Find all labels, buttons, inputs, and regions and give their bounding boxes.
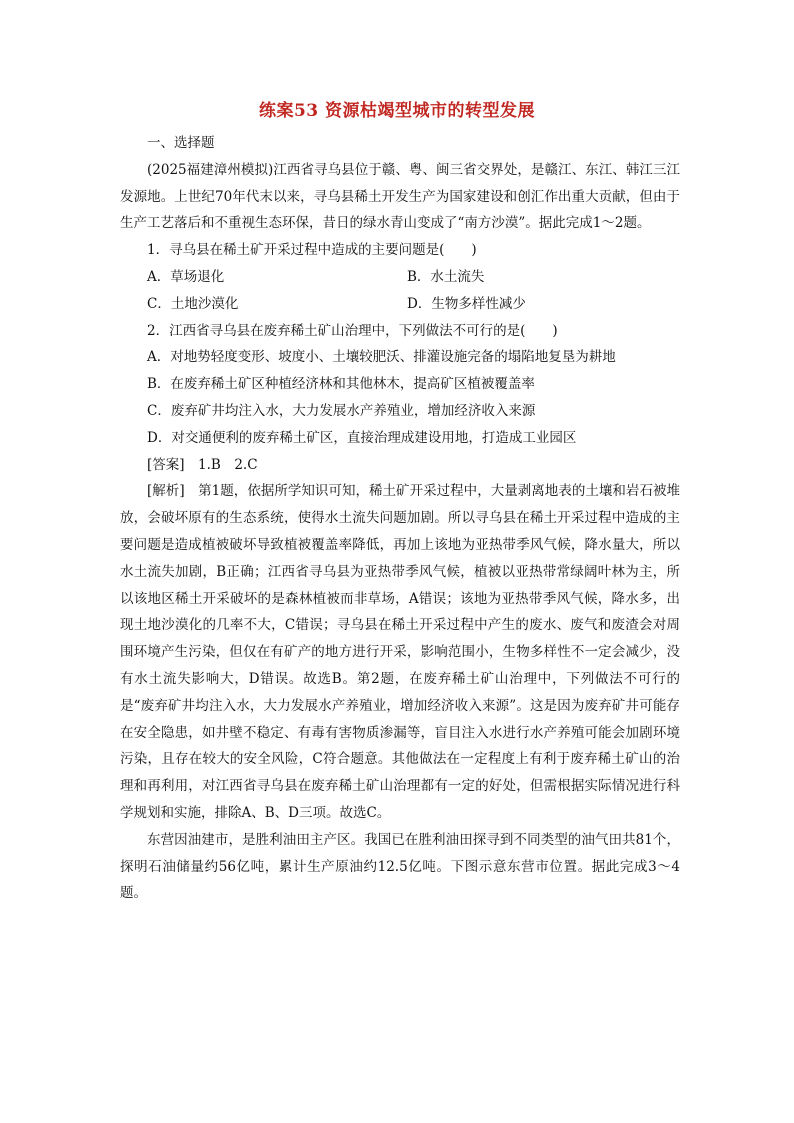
intro-paragraph-1: (2025福建漳州模拟)江西省寻乌县位于赣、粤、闽三省交界处，是赣江、东江、韩江三江发源地。上世纪70年代末以来，寻乌县稀土开发生产为国家建设和创汇作出重大贡献，但由于生产工艺落后和不重视生态环保，昔日的绿水青山变成了“南方沙漠”。据此完成1～2题。: [120, 161, 680, 232]
document-body: [120, 130, 680, 907]
question-2-option-b: B．在废弃稀土矿区种植经济林和其他林木，提高矿区植被覆盖率: [147, 376, 535, 393]
section-heading: 一、选择题: [147, 135, 215, 151]
question-1-option-a: A．草场退化: [147, 268, 225, 285]
question-1-options-row-1: [120, 264, 680, 291]
intro-paragraph-2: 东营因油建市，是胜利油田主产区。我国已在胜利油田探寻到不同类型的油气田共81个，探明石油储量约56亿吨，累计生产原油约12.5亿吨。下图示意东营市位置。据此完成3～4题。: [120, 831, 680, 902]
question-1-option-c: C．土地沙漠化: [147, 295, 239, 312]
question-1-option-d: D．生物多样性减少: [407, 295, 526, 312]
page-title: 练案53 资源枯竭型城市的转型发展: [258, 101, 536, 121]
question-2-option-a: A．对地势轻度变形、坡度小、土壤较肥沃、排灌设施完备的塌陷地复垦为耕地: [147, 349, 616, 366]
analysis-paragraph: [解析] 第1题，依据所学知识可知，稀土矿开采过程中，大量剥离地表的土壤和岩石被堆放，会破坏原有的生态系统，使得水土流失问题加剧。所以寻乌县在稀土开采过程中造成的主要问题是造成植被破坏导致植被覆盖率降低，再加上该地为亚热带季风气候，降水量大，所以水土流失加剧，B正确；江西省寻乌县为亚热带季风气候，植被以亚热带常绿阔叶林为主，所以该地区稀土开采破坏的是森林植被而非草场，A错误；该地为亚热带季风气候，降水多，出现土地沙漠化的几率不大，C错误；寻乌县在稀土开采过程中产生的废水、废气和废渣会对周围环境产生污染，但仅在有矿产的地方进行开采，影响范围小，生物多样性不一定会减少，没有水土流失影响大，D错误。故选B。第2题，在废弃稀土矿山治理中，下列做法不可行的是“废弃矿井均注入水，大力发展水产养殖业，增加经济收入来源”。这是因为废弃矿井可能存在安全隐患，如井壁不稳定、有毒有害物质渗漏等，盲目注入水进行水产养殖可能会加剧环境污染，且存在较大的安全风险，C符合题意。其他做法在一定程度上有利于废弃稀土矿山的治理和再利用，对江西省寻乌县在废弃稀土矿山治理都有一定的好处，但需根据实际情况进行科学规划和实施，排除A、B、D三项。故选C。: [120, 483, 680, 821]
question-2-option-c: C．废弃矿井均注入水，大力发展水产养殖业，增加经济收入来源: [147, 402, 536, 419]
question-1-options-row-2: [120, 291, 680, 318]
question-1-stem: 1．寻乌县在稀土矿开采过程中造成的主要问题是( ): [147, 242, 477, 259]
question-2-option-d: D．对交通便利的废弃稀土矿区，直接治理成建设用地，打造成工业园区: [147, 429, 577, 446]
answer-line: [答案] 1.B 2.C: [147, 456, 258, 473]
question-2-stem: 2．江西省寻乌县在废弃稀土矿山治理中，下列做法不可行的是( ): [147, 322, 558, 339]
question-1-option-b: B．水土流失: [407, 268, 485, 285]
